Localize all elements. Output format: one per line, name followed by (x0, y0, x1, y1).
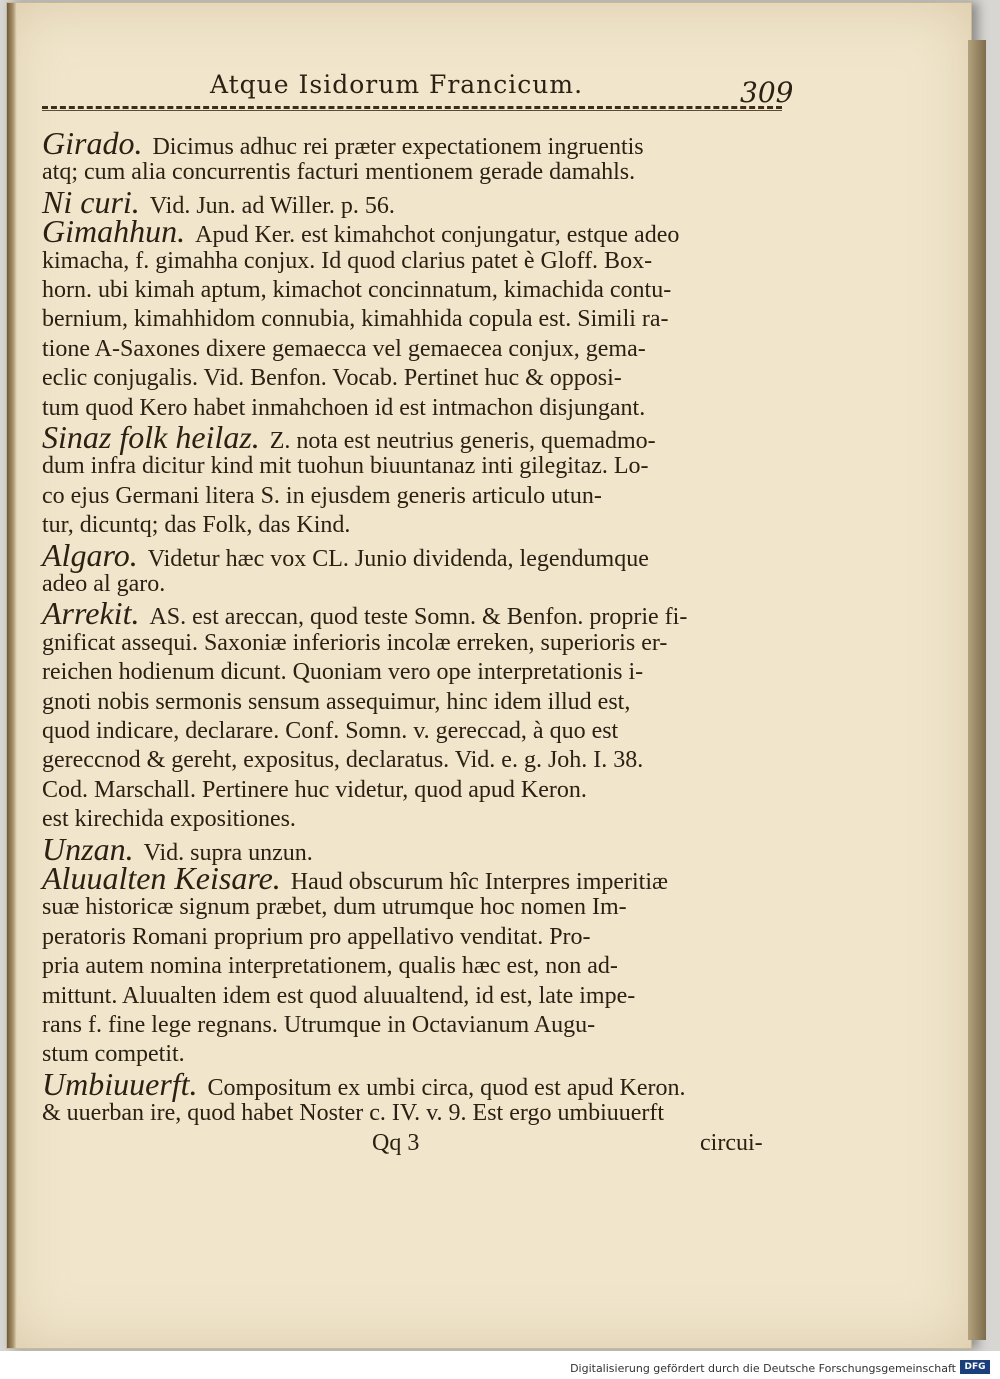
line-text: horn. ubi kimah aptum, kimachot concinnatum, kimachida contu- (42, 277, 672, 303)
header-rule (42, 106, 782, 109)
line-text: co ejus Germani litera S. in ejusdem generis articulo utun- (42, 482, 602, 509)
line-text: AS. est areccan, quod teste Somn. & Benfon. proprie fi- (149, 604, 688, 631)
line-text: Vid. supra unzun. (143, 839, 313, 866)
catchword: circui- (700, 1130, 763, 1156)
entry-headword: Gimahhun. (42, 213, 186, 250)
entry-headword: Umbiuuerft. (42, 1065, 198, 1102)
line-text: suæ historicæ signum præbet, dum utrumque hoc nomen Im- (42, 894, 627, 921)
text-line (42, 953, 782, 979)
line-text: est kirechida expositiones. (42, 806, 296, 833)
text-line (42, 630, 782, 656)
line-text: Vid. Jun. ad Willer. p. 56. (149, 192, 395, 219)
page-edge (968, 40, 986, 1340)
line-text: bernium, kimahhidom connubia, kimahhida copula est. Simili ra- (42, 306, 669, 333)
entry-headword: Aluualten Keisare. (42, 860, 281, 896)
line-text: tur, dicuntq; das Folk, das Kind. (42, 512, 351, 539)
line-text: adeo al garo. (42, 571, 166, 597)
entry-line (42, 595, 782, 632)
line-text: mittunt. Aluualten idem est quod aluualtend, id est, late impe- (42, 982, 636, 1009)
text-line (42, 718, 782, 744)
line-text: quod indicare, declarare. Conf. Somn. v. gereccad, à quo est (42, 718, 619, 744)
entry-line (42, 125, 782, 161)
line-text: tum quod Kero habet inmahchoen id est intmachon disjungant. (42, 394, 646, 421)
line-text: & uuerban ire, quod habet Noster c. IV. v. 9. Est ergo umbiuuerft (42, 1100, 665, 1127)
entry-headword: Ni curi. (42, 183, 140, 220)
text-line (42, 571, 782, 597)
entry-headword: Sinaz folk heilaz. (42, 419, 260, 455)
page-number: 309 (740, 76, 794, 109)
line-text: gnificat assequi. Saxoniæ inferioris incolæ erreken, superioris er- (42, 629, 668, 656)
entry-headword: Girado. (42, 125, 143, 161)
line-text: reichen hodienum dicunt. Quoniam vero ope interpretationis i- (42, 659, 644, 686)
line-text: kimacha, f. gimahha conjux. Id quod clarius patet è Gloff. Box- (42, 247, 653, 274)
text-line (42, 306, 782, 332)
entry-headword: Algaro. (42, 536, 138, 573)
text-line (42, 365, 782, 391)
signature-mark: Qq 3 (372, 1130, 420, 1156)
text-line (42, 395, 782, 421)
line-text: Cod. Marschall. Pertinere huc videtur, quod apud Keron. (42, 776, 587, 803)
text-line (42, 924, 782, 950)
line-text: Dicimus adhuc rei præter expectationem ingruentis (152, 134, 644, 160)
entry-headword: Unzan. (42, 830, 134, 867)
entry-line (42, 213, 782, 250)
dfg-logo: DFG (960, 1360, 990, 1374)
text-line (42, 1012, 782, 1038)
header-rule-thin (42, 110, 782, 111)
text-line (42, 453, 782, 479)
line-text: atq; cum alia concurrentis facturi mentionem gerade damahls. (42, 159, 636, 186)
line-text: tione A-Saxones dixere gemaecca vel gemaecea conjux, gema- (42, 335, 646, 362)
text-line (42, 512, 782, 538)
text-line (42, 689, 782, 715)
text-line (42, 806, 782, 832)
line-text: gereccnod & gereht, expositus, declaratus. Vid. e. g. Joh. I. 38. (42, 747, 644, 774)
text-line (42, 747, 782, 773)
footer-credit: Digitalisierung gefördert durch die Deutsche Forschungsgemeinschaft (570, 1362, 956, 1375)
entry-line (42, 536, 782, 573)
line-text: eclic conjugalis. Vid. Benfon. Vocab. Pertinet huc & opposi- (42, 365, 622, 392)
text-line (42, 1100, 782, 1126)
line-text: rans f. fine lege regnans. Utrumque in Octavianum Augu- (42, 1012, 596, 1038)
text-line (42, 483, 782, 509)
text-line (42, 159, 782, 185)
line-text: Compositum ex umbi circa, quod est apud Keron. (207, 1074, 686, 1101)
text-line (42, 336, 782, 362)
line-text: Apud Ker. est kimahchot conjungatur, estque adeo (195, 222, 680, 249)
line-text: Z. nota est neutrius generis, quemadmo- (269, 428, 656, 454)
entry-line (42, 1065, 782, 1102)
line-text: gnoti nobis sermonis sensum assequimur, hinc idem illud est, (42, 688, 631, 715)
line-text: pria autem nomina interpretationem, qualis hæc est, non ad- (42, 953, 618, 980)
line-text: peratoris Romani proprium pro appellativo venditat. Pro- (42, 923, 591, 950)
text-line (42, 248, 782, 274)
text-line (42, 659, 782, 685)
line-text: Videtur hæc vox CL. Junio dividenda, legendumque (147, 545, 649, 572)
text-line (42, 777, 782, 803)
text-line (42, 1041, 782, 1067)
line-text: Haud obscurum hîc Interpres imperitiæ (290, 869, 669, 895)
text-line (42, 894, 782, 920)
line-text: stum competit. (42, 1041, 185, 1068)
text-line (42, 983, 782, 1009)
text-line (42, 277, 782, 303)
line-text: dum infra dicitur kind mit tuohun biuuntanaz inti gilegitaz. Lo- (42, 453, 649, 480)
entry-line (42, 419, 782, 455)
entry-headword: Arrekit. (42, 595, 140, 632)
entry-line (42, 860, 782, 896)
book-spine (7, 3, 17, 1348)
running-head: Atque Isidorum Francicum. (210, 70, 584, 99)
